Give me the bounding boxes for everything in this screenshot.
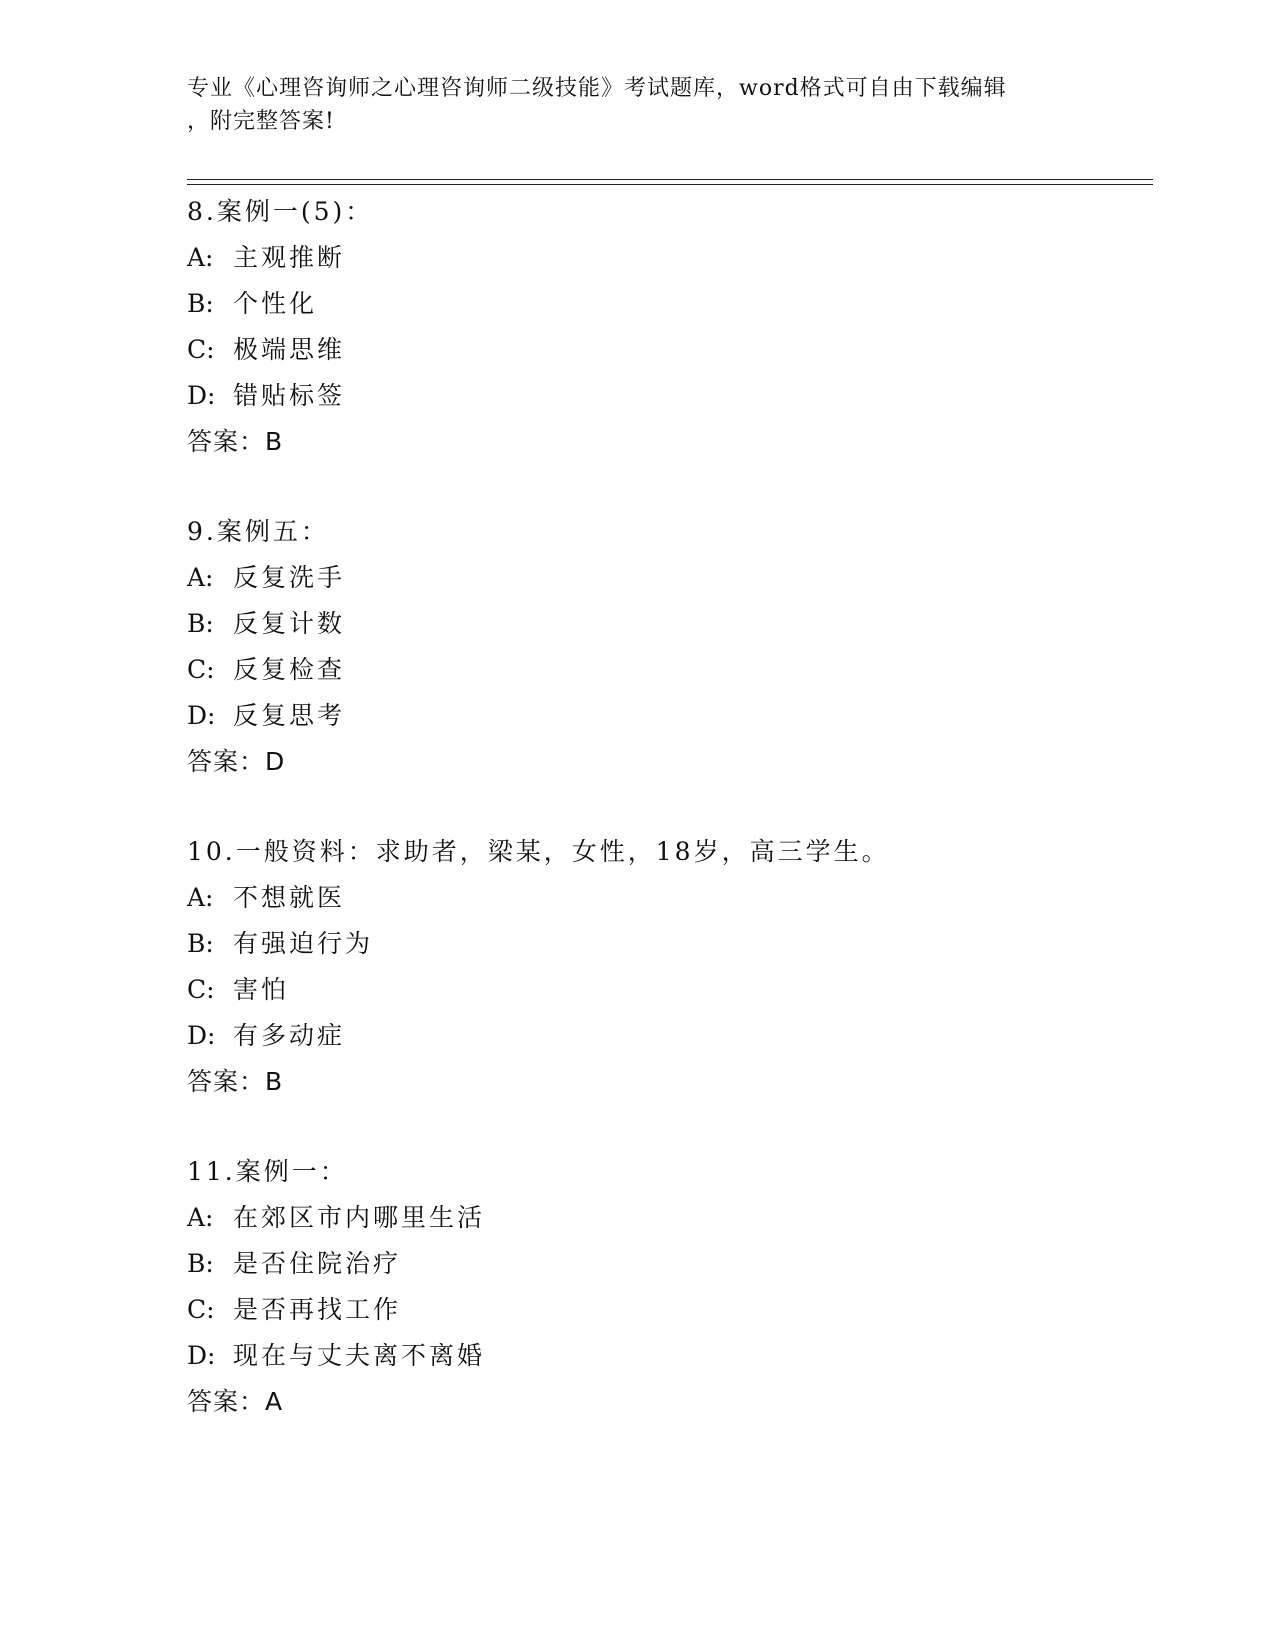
question-11 <box>187 1149 1147 1425</box>
option-c <box>187 1287 1147 1333</box>
question-stem: 11.案例一： <box>187 1157 348 1186</box>
question-10 <box>187 829 1147 1105</box>
option-letter: D: <box>187 1341 216 1370</box>
option-text: 主观推断 <box>233 243 346 272</box>
option-text: 有多动症 <box>233 1021 346 1050</box>
option-text: 在郊区市内哪里生活 <box>233 1203 486 1232</box>
option-text: 是否再找工作 <box>233 1295 402 1324</box>
option-a <box>187 1195 1147 1241</box>
option-letter: B: <box>187 609 214 638</box>
option-d <box>187 1333 1147 1379</box>
option-letter: B: <box>187 289 214 318</box>
option-letter: A: <box>187 563 214 592</box>
option-letter: D: <box>187 381 216 410</box>
header-line-1: 专业《心理咨询师之心理咨询师二级技能》考试题库，word格式可自由下载编辑 <box>187 76 1007 101</box>
answer-line: 答案：D <box>187 747 286 776</box>
option-text: 错贴标签 <box>233 381 346 410</box>
document-header <box>187 72 1087 138</box>
option-b <box>187 1241 1147 1287</box>
option-text: 反复计数 <box>233 609 346 638</box>
option-text: 现在与丈夫离不离婚 <box>233 1341 486 1370</box>
option-letter: A: <box>187 243 214 272</box>
option-b <box>187 281 1147 327</box>
question-stem: 10.一般资料：求助者，梁某，女性，18岁，高三学生。 <box>187 837 890 866</box>
header-divider-top <box>187 179 1153 180</box>
option-c <box>187 327 1147 373</box>
option-letter: C: <box>187 335 215 364</box>
option-text: 反复思考 <box>233 701 346 730</box>
question-8 <box>187 189 1147 465</box>
question-stem: 9.案例五： <box>187 517 329 546</box>
option-letter: A: <box>187 883 214 912</box>
answer-line: 答案：A <box>187 1387 284 1416</box>
option-a <box>187 875 1147 921</box>
option-letter: A: <box>187 1203 214 1232</box>
option-text: 有强迫行为 <box>233 929 374 958</box>
answer-line: 答案：B <box>187 427 284 456</box>
option-c <box>187 967 1147 1013</box>
option-letter: C: <box>187 1295 215 1324</box>
option-letter: B: <box>187 1249 214 1278</box>
option-text: 极端思维 <box>233 335 346 364</box>
option-text: 是否住院治疗 <box>233 1249 402 1278</box>
option-letter: D: <box>187 1021 216 1050</box>
option-text: 反复检查 <box>233 655 346 684</box>
option-d <box>187 1013 1147 1059</box>
option-d <box>187 693 1147 739</box>
header-divider-bottom <box>187 184 1153 185</box>
option-a <box>187 555 1147 601</box>
question-stem: 8.案例一(5)： <box>187 197 374 226</box>
option-c <box>187 647 1147 693</box>
option-letter: C: <box>187 655 215 684</box>
option-text: 害怕 <box>233 975 290 1004</box>
option-text: 反复洗手 <box>233 563 346 592</box>
option-text: 个性化 <box>233 289 318 318</box>
option-b <box>187 601 1147 647</box>
option-text: 不想就医 <box>233 883 346 912</box>
option-d <box>187 373 1147 419</box>
question-9 <box>187 509 1147 785</box>
option-letter: C: <box>187 975 215 1004</box>
option-a <box>187 235 1147 281</box>
option-b <box>187 921 1147 967</box>
option-letter: D: <box>187 701 216 730</box>
header-line-2: ，附完整答案! <box>187 109 335 134</box>
option-letter: B: <box>187 929 214 958</box>
answer-line: 答案：B <box>187 1067 284 1096</box>
